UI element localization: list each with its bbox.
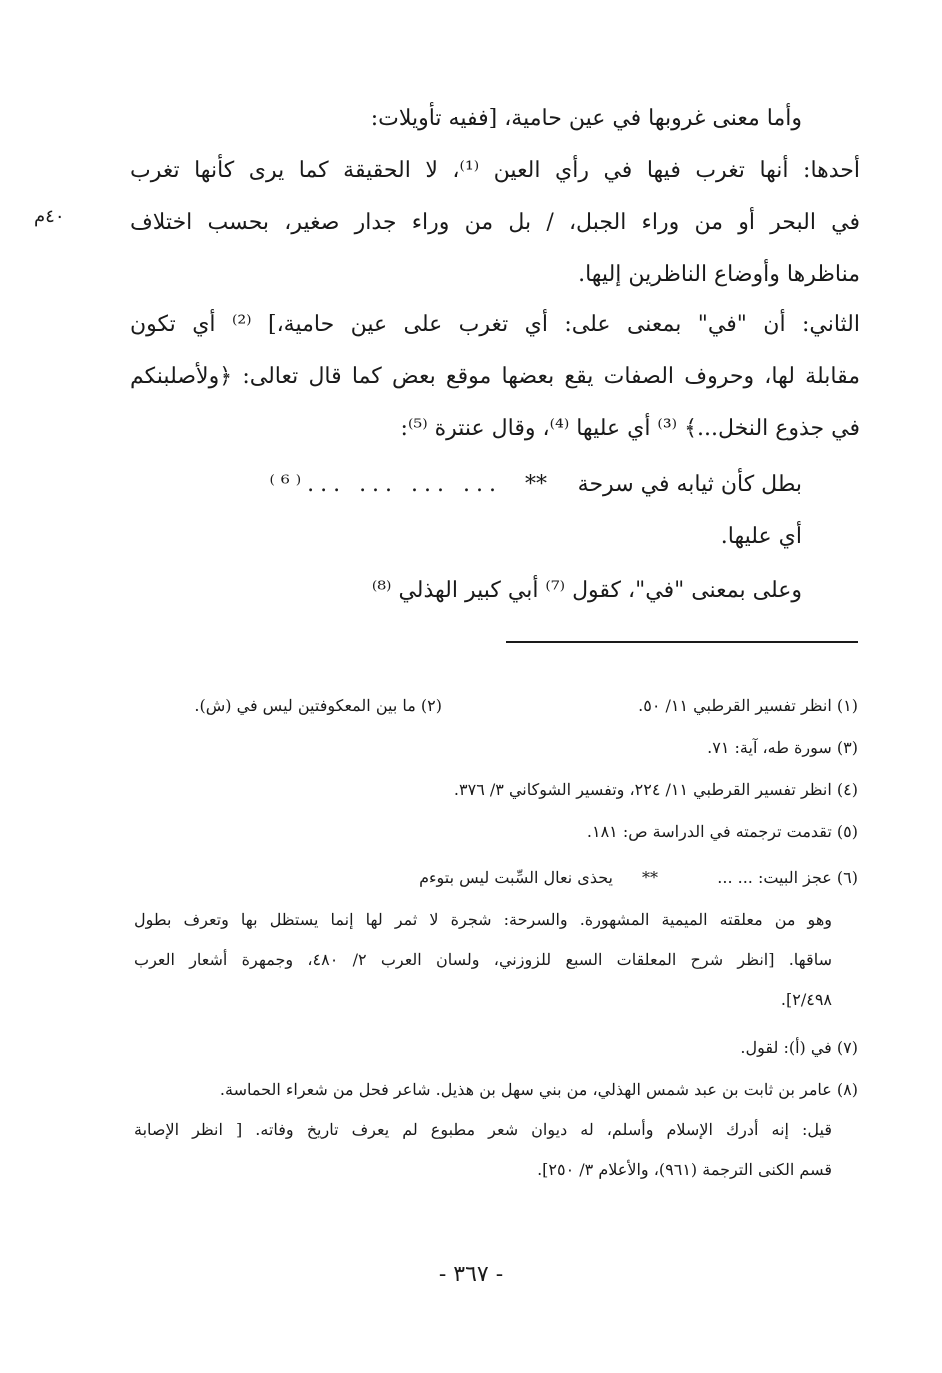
footnote-6-separator: ** xyxy=(642,868,658,887)
footnote-6-hemistich: يحذى نعال السِّبت ليس بتوءم xyxy=(419,868,613,887)
footnote-separator-rule xyxy=(506,641,858,643)
body-line-1: وأما معنى غروبها في عين حامية، [ففيه تأويلات: xyxy=(370,106,802,131)
footnote-7: (٧) في (أ): لقول. xyxy=(740,1038,858,1057)
footnote-6-cont-2: ساقها. [انظر شرح المعلقات السبع للزوزني، ولسان العرب ٢/ ٤٨٠، وجمهرة أشعار العرب xyxy=(134,950,832,969)
footnote-6-cont-3: ٢/٤٩٨]. xyxy=(780,990,832,1009)
footnote-5: (٥) تقدمت ترجمته في الدراسة ص: ١٨١. xyxy=(586,822,858,841)
body-line-after-verse: أي عليها. xyxy=(720,524,802,549)
footnote-6-cont-1: وهو من معلقته الميمية المشهورة. والسرحة: شجرة لا ثمر لها إنما يستظل بها وتعرف بطول xyxy=(134,910,832,929)
body-line-6: مقابلة لها، وحروف الصفات يقع بعضها موقع بعض كما قال تعالى: ﴿ولأصلبنكم xyxy=(130,364,860,389)
body-line-5: الثاني: أن "في" بمعنى على: أي تغرب على عين حامية،] ⁽²⁾ أي تكون xyxy=(130,312,860,337)
verse-hemistich-2: ... ... ... ...⁽⁶⁾ xyxy=(269,472,502,497)
footnote-8: (٨) عامر بن ثابت بن عبد شمس الهذلي، من بني سهل بن هذيل. شاعر فحل من شعراء الحماسة. xyxy=(219,1080,858,1099)
footnote-1: (١) انظر تفسير القرطبي ١١/ ٥٠. xyxy=(638,696,858,715)
footnote-3: (٣) سورة طه، آية: ٧١. xyxy=(707,738,858,757)
body-line-3: في البحر أو من وراء الجبل، / بل من وراء جدار صغير، بحسب اختلاف xyxy=(130,210,860,235)
footnote-8-cont-1: قيل: إنه أدرك الإسلام وأسلم، له ديوان شعر مطبوع لم يعرف تاريخ وفاته. [ انظر الإصابة xyxy=(134,1120,832,1139)
verse-separator: ** xyxy=(525,472,547,497)
body-line-4: مناظرها وأوضاع الناظرين إليها. xyxy=(578,262,860,287)
body-line-last: وعلى بمعنى "في"، كقول ⁽⁷⁾ أبي كبير الهذلي ⁽⁸⁾ xyxy=(371,578,802,603)
footnote-6 xyxy=(298,864,858,892)
footnote-2: (٢) ما بين المعكوفتين ليس في (ش). xyxy=(194,696,442,715)
margin-note: ٤٠م xyxy=(34,206,65,227)
verse-hemistich-1: بطل كأن ثيابه في سرحة xyxy=(577,472,802,497)
footnote-8-cont-2: قسم الكنى الترجمة (٩٦١)، والأعلام ٣/ ٢٥٠]. xyxy=(537,1160,832,1179)
footnote-4: (٤) انظر تفسير القرطبي ١١/ ٢٢٤، وتفسير الشوكاني ٣/ ٣٧٦. xyxy=(453,780,858,799)
footnote-6-label: (٦) عجز البيت: ... ... xyxy=(717,868,858,887)
body-line-7: في جذوع النخل...﴾ ⁽³⁾ أي عليها ⁽⁴⁾، وقال عنترة ⁽⁵⁾: xyxy=(400,416,860,441)
body-line-2: أحدها: أنها تغرب فيها في رأي العين ⁽¹⁾، لا الحقيقة كما يرى كأنها تغرب xyxy=(130,158,861,183)
page-number: - ٣٦٧ - xyxy=(438,1262,504,1287)
